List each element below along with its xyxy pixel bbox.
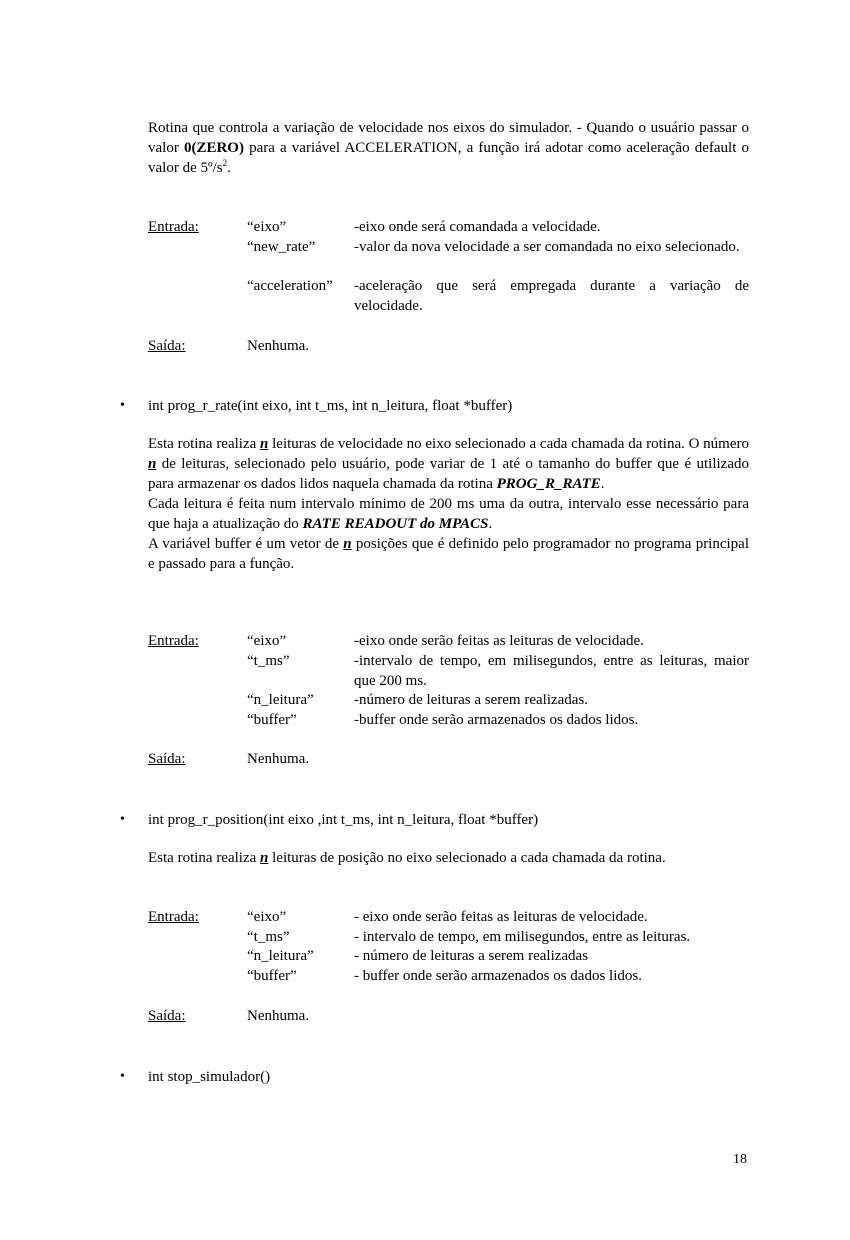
saida-value: Nenhuma.: [247, 751, 310, 767]
param-desc: -aceleração que será empregada durante a variação de velocidade.: [354, 278, 749, 314]
param-desc: -buffer onde serão armazenados os dados lidos.: [354, 712, 639, 728]
desc-text: A variável buffer é um vetor de: [148, 536, 344, 552]
param-name: “eixo”: [247, 633, 287, 649]
param-name: “buffer”: [247, 712, 297, 728]
desc-text: leituras de posição no eixo selecionado a cada chamada da rotina.: [268, 850, 666, 866]
desc-text: .: [488, 516, 493, 532]
n-variable: n: [260, 850, 269, 866]
n-variable: n: [148, 456, 157, 472]
desc-text: Esta rotina realiza: [148, 850, 261, 866]
param-name: “n_leitura”: [247, 692, 314, 708]
bullet-icon: •: [120, 812, 125, 827]
param-desc: - buffer onde serão armazenados os dados lidos.: [354, 968, 642, 984]
intro-text-2: para a variável ACCELERATION, a função irá adotar como aceleração default o valor de 5º/s: [148, 140, 749, 176]
param-name: “n_leitura”: [247, 948, 314, 964]
desc-text: .: [600, 476, 605, 492]
rate-readout: RATE READOUT do MPACS: [302, 516, 489, 532]
param-name: “eixo”: [247, 219, 287, 235]
saida-value: Nenhuma.: [247, 1008, 310, 1024]
desc-text: Cada leitura é feita num intervalo mínimo de 200 ms uma da outra, intervalo esse necessário para que haja a atualização do: [148, 496, 749, 532]
param-desc: -eixo onde será comandada a velocidade.: [354, 219, 601, 235]
zero-bold: 0(ZERO): [183, 140, 244, 156]
page-number: 18: [733, 1152, 747, 1167]
entrada-label: Entrada:: [148, 219, 199, 235]
saida-label: Saída:: [148, 751, 186, 767]
param-desc: -valor da nova velocidade a ser comandada no eixo selecionado.: [354, 239, 740, 255]
param-desc: -número de leituras a serem realizadas.: [354, 692, 589, 708]
bullet-icon: •: [120, 1069, 125, 1084]
saida-value: Nenhuma.: [247, 338, 310, 354]
saida-label: Saída:: [148, 338, 186, 354]
param-name: “eixo”: [247, 909, 287, 925]
n-variable: n: [343, 536, 352, 552]
desc-text: Esta rotina realiza: [148, 436, 261, 452]
routine-name: PROG_R_RATE: [496, 476, 601, 492]
param-name: “acceleration”: [247, 278, 333, 294]
param-name: “buffer”: [247, 968, 297, 984]
function-signature: int prog_r_position(int eixo ,int t_ms, int n_leitura, float *buffer): [148, 812, 539, 828]
n-variable: n: [260, 436, 269, 452]
param-name: “t_ms”: [247, 929, 290, 945]
desc-text: leituras de velocidade no eixo selecionado a cada chamada da rotina. O número: [268, 436, 750, 452]
description-paragraph: [148, 848, 749, 868]
intro-text: Rotina que controla a variação de velocidade nos eixos do simulador. - Quando o usuário passar o valor: [148, 120, 749, 156]
intro-paragraph: [148, 118, 749, 178]
param-desc: -eixo onde serão feitas as leituras de velocidade.: [354, 633, 644, 649]
function-signature: int stop_simulador(): [148, 1069, 271, 1085]
function-signature: int prog_r_rate(int eixo, int t_ms, int n_leitura, float *buffer): [148, 398, 513, 414]
param-desc: - intervalo de tempo, em milisegundos, entre as leituras.: [354, 929, 691, 945]
bullet-icon: •: [120, 398, 125, 413]
saida-label: Saída:: [148, 1008, 186, 1024]
param-desc: - eixo onde serão feitas as leituras de velocidade.: [354, 909, 648, 925]
param-desc: - número de leituras a serem realizadas: [354, 948, 589, 964]
param-name: “new_rate”: [247, 239, 316, 255]
description-paragraph: [148, 434, 749, 574]
exponent: 2: [222, 158, 228, 168]
desc-text: de leituras, selecionado pelo usuário, pode variar de 1 até o tamanho do buffer que é utilizado para armazenar os dados lidos naquela chamada da rotina: [148, 456, 749, 492]
param-name: “t_ms”: [247, 653, 290, 669]
entrada-label: Entrada:: [148, 633, 199, 649]
entrada-label: Entrada:: [148, 909, 199, 925]
intro-text-3: .: [227, 160, 231, 176]
desc-text: posições que é definido pelo programador no programa principal e passado para a função.: [148, 536, 750, 572]
param-desc: -intervalo de tempo, em milisegundos, entre as leituras, maior que 200 ms.: [354, 653, 749, 689]
